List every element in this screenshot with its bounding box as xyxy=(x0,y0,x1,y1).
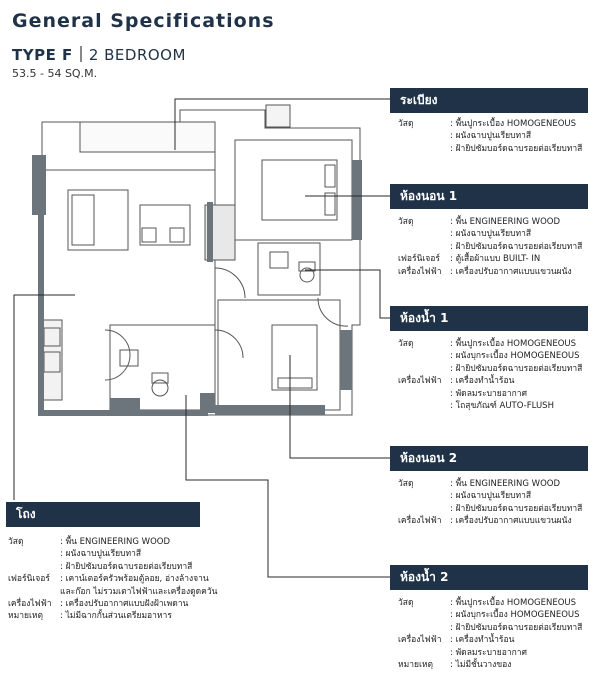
spec-list-balcony xyxy=(398,118,582,155)
spec-row: เครื่องไฟฟ้า : เครื่องปรับอากาศแบบแขวนผนัง xyxy=(398,266,572,277)
spec-row: และก๊อก ไม่รวมเตาไฟฟ้าและเครื่องดูดควัน xyxy=(60,586,218,597)
spec-row: เฟอร์นิเจอร์ : เคาน์เตอร์ครัวพร้อมตู้ลอย, อ่างล้างจาน xyxy=(8,574,209,585)
spec-row: : ผนังฉาบปูนเรียบทาสี xyxy=(60,549,142,560)
spec-row: วัสดุ : พื้น ENGINEERING WOOD xyxy=(398,217,560,227)
spec-row: : ฝ้ายิปซัมบอร์ดฉาบรอยต่อเรียบทาสี xyxy=(450,622,583,633)
spec-row: : ผนังบุกระเบื้อง HOMOGENEOUS xyxy=(450,351,580,362)
spec-row: : พัดลมระบายอากาศ xyxy=(450,388,527,399)
spec-row: : ผนังบุกระเบื้อง HOMOGENEOUS xyxy=(450,610,580,621)
bedroom-label: 2 BEDROOM xyxy=(88,46,186,64)
spec-row: : ผนังฉาบปูนเรียบทาสี xyxy=(450,131,532,142)
spec-row: วัสดุ : พื้นปูกระเบื้อง HOMOGENEOUS xyxy=(398,119,577,129)
spec-row: : ฝ้ายิปซัมบอร์ดฉาบรอยต่อเรียบทาสี xyxy=(60,561,193,572)
spec-row: : ฝ้ายิปซัมบอร์ดฉาบรอยต่อเรียบทาสี xyxy=(450,503,583,514)
section-header-bathroom-1: ห้องน้ำ 1 xyxy=(390,306,588,331)
spec-row: : ฝ้ายิปซัมบอร์ดฉาบรอยต่อเรียบทาสี xyxy=(450,143,583,154)
spec-list-bathroom-2 xyxy=(398,597,582,671)
spec-row: : พัดลมระบายอากาศ xyxy=(450,647,527,658)
leader-balcony xyxy=(175,99,390,150)
leader-bathroom-1 xyxy=(305,270,390,318)
spec-row: : โถสุขภัณฑ์ AUTO-FLUSH xyxy=(450,400,554,411)
section-header-bedroom-1: ห้องนอน 1 xyxy=(390,184,588,209)
section-header-bedroom-2: ห้องนอน 2 xyxy=(390,446,588,471)
spec-row: วัสดุ : พื้น ENGINEERING WOOD xyxy=(398,479,560,489)
spec-row: : ผนังฉาบปูนเรียบทาสี xyxy=(450,491,532,502)
spec-row: เครื่องไฟฟ้า : เครื่องทำน้ำร้อน xyxy=(398,376,515,387)
unit-size: 53.5 - 54 SQ.M. xyxy=(12,67,98,80)
spec-row: เครื่องไฟฟ้า : เครื่องทำน้ำร้อน xyxy=(398,635,515,646)
spec-row: เครื่องไฟฟ้า : เครื่องปรับอากาศแบบแขวนผนัง xyxy=(398,516,572,527)
spec-list-hall xyxy=(8,536,217,623)
leader-hall xyxy=(14,295,75,500)
spec-list-bathroom-1 xyxy=(398,338,582,412)
spec-row: หมายเหตุ : ไม่มีฉากกั้นส่วนเตรียมอาหาร xyxy=(8,611,172,622)
section-header-bathroom-2: ห้องน้ำ 2 xyxy=(390,565,588,590)
spec-row: หมายเหตุ : ไม่มีชั้นวางของ xyxy=(398,659,512,670)
leader-bedroom-2 xyxy=(290,355,390,458)
section-header-hall: โถง xyxy=(6,502,200,527)
spec-list-bedroom-1 xyxy=(398,216,582,278)
page-title: General Specifications xyxy=(12,10,275,32)
spec-row: วัสดุ : พื้นปูกระเบื้อง HOMOGENEOUS xyxy=(398,598,577,608)
spec-row: เครื่องไฟฟ้า : เครื่องปรับอากาศแบบฝังฝ้าเพดาน xyxy=(8,598,189,609)
section-header-balcony: ระเบียง xyxy=(390,88,588,113)
spec-list-bedroom-2 xyxy=(398,478,582,528)
spec-row: : ฝ้ายิปซัมบอร์ดฉาบรอยต่อเรียบทาสี xyxy=(450,241,583,252)
spec-row: เฟอร์นิเจอร์ : ตู้เสื้อผ้าแบบ BUILT- IN xyxy=(398,254,541,265)
unit-type-label: TYPE F xyxy=(12,46,73,64)
spec-row: วัสดุ : พื้นปูกระเบื้อง HOMOGENEOUS xyxy=(398,339,577,349)
spec-row: : ฝ้ายิปซัมบอร์ดฉาบรอยต่อเรียบทาสี xyxy=(450,363,583,374)
spec-row: วัสดุ : พื้น ENGINEERING WOOD xyxy=(8,537,170,547)
spec-row: : ผนังฉาบปูนเรียบทาสี xyxy=(450,229,532,240)
